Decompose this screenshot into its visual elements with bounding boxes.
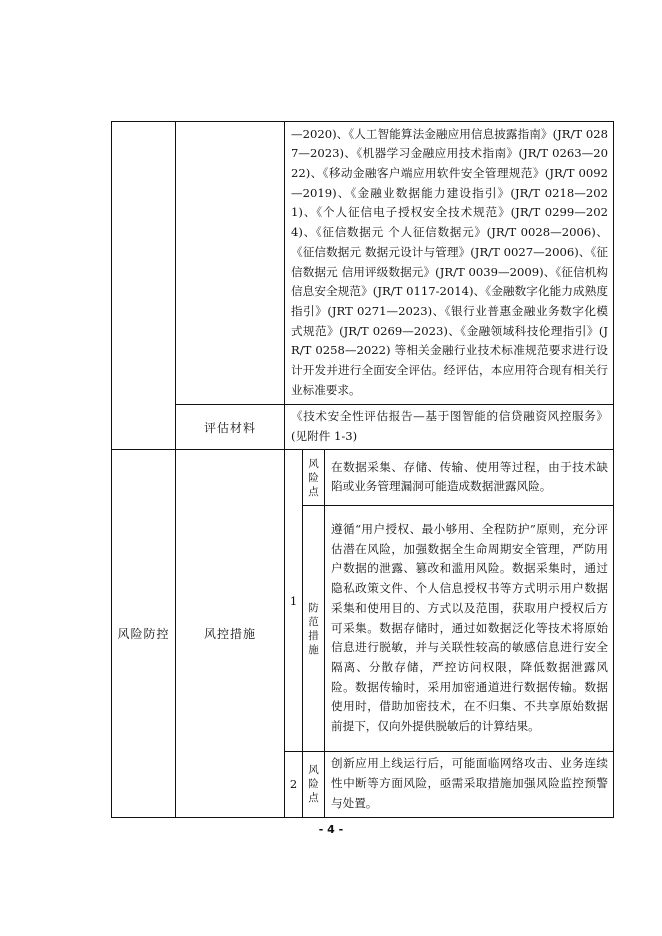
assessment-table: [111, 121, 614, 818]
table-row: [112, 450, 614, 506]
empty-subcategory-cell: [176, 122, 285, 405]
item-number: 2: [285, 752, 303, 817]
risk-point-text: 创新应用上线运行后，可能面临网络攻击、业务连续性中断等方面风险，亟需采取措施加强风险监控预警与处置。: [331, 756, 609, 810]
risk-point-cell: [325, 450, 614, 506]
risk-point-label-cell: [303, 752, 325, 817]
risk-measure-label: 风控措施: [176, 450, 285, 817]
measure-text: 遵循“用户授权、最小够用、全程防护”原则，充分评估潜在风险，加强数据全生命周期安全管理，严防用户数据的泄露、篡改和滥用风险。数据采集时，通过隐私政策文件、个人信息授权书等方式明示用户数据采集和使用目的、方式以及范围，获取用户授权后方可采集。数据存储时，通过如数据泛化等技术将原始信息进行脱敏，并与关联性较高的敏感信息进行安全隔离、分散存储，严控访问权限，降低数据泄露风险。数据传输时，采用加密通道进行数据传输。数据使用时，借助加密技术，在不归集、不共享原始数据前提下，仅向外提供脱敏后的计算结果。: [331, 522, 609, 734]
eval-material-label: 评估材料: [176, 405, 285, 450]
page-number: - 4 -: [318, 823, 344, 836]
risk-point-label: 风险点: [308, 764, 319, 805]
measure-label: 防范措施: [308, 601, 319, 656]
standards-compliance-text: —2020)、《人工智能算法金融应用信息披露指南》(JR/T 0287—2023)、《机器学习金融应用技术指南》(JR/T 0263—2022)、《移动金融客户端应用软件安全管理规范》(JR/T 0092—2019)、《金融业数据能力建设指引》(JR/T 0218—2021)、《个人征信电子授权安全技术规范》(JR/T 0299—2024)、《征信数据元 个人征信数据元》(JR/T 0028—2006)、《征信数据元 数据元设计与管理》(JR/T 0027—2006)、《征信数据元 信用评级数据元》(JR/T 0039—2009)、《征信机构信息安全规范》(JR/T 0117-2014)、《金融数字化能力成熟度指引》(JRT 0271—2023)、《银行业普惠金融业务数字化模式规范》(JR/T 0269—2023)、《金融领域科技伦理指引》(JR/T 0258—2022) 等相关金融行业技术标准规范要求进行设计开发并进行全面安全评估。经评估，本应用符合现有相关行业标准要求。: [291, 126, 609, 397]
eval-material-cell: [285, 405, 614, 450]
table-row: [112, 405, 614, 450]
risk-point-label: 风险点: [308, 457, 319, 498]
risk-point-cell: [325, 752, 614, 817]
measure-label-cell: [303, 506, 325, 752]
table-row: [112, 122, 614, 405]
standards-compliance-cell: [285, 122, 614, 405]
eval-material-text: 《技术安全性评估报告—基于图智能的信贷融资风控服务》(见附件 1-3): [291, 409, 609, 443]
item-number: 1: [285, 450, 303, 752]
empty-category-cell: [112, 122, 176, 450]
risk-section-label: 风险防控: [112, 450, 176, 817]
measure-cell: [325, 506, 614, 752]
risk-point-text: 在数据采集、存储、传输、使用等过程，由于技术缺陷或业务管理漏洞可能造成数据泄露风险。: [331, 459, 609, 494]
risk-point-label-cell: [303, 450, 325, 506]
